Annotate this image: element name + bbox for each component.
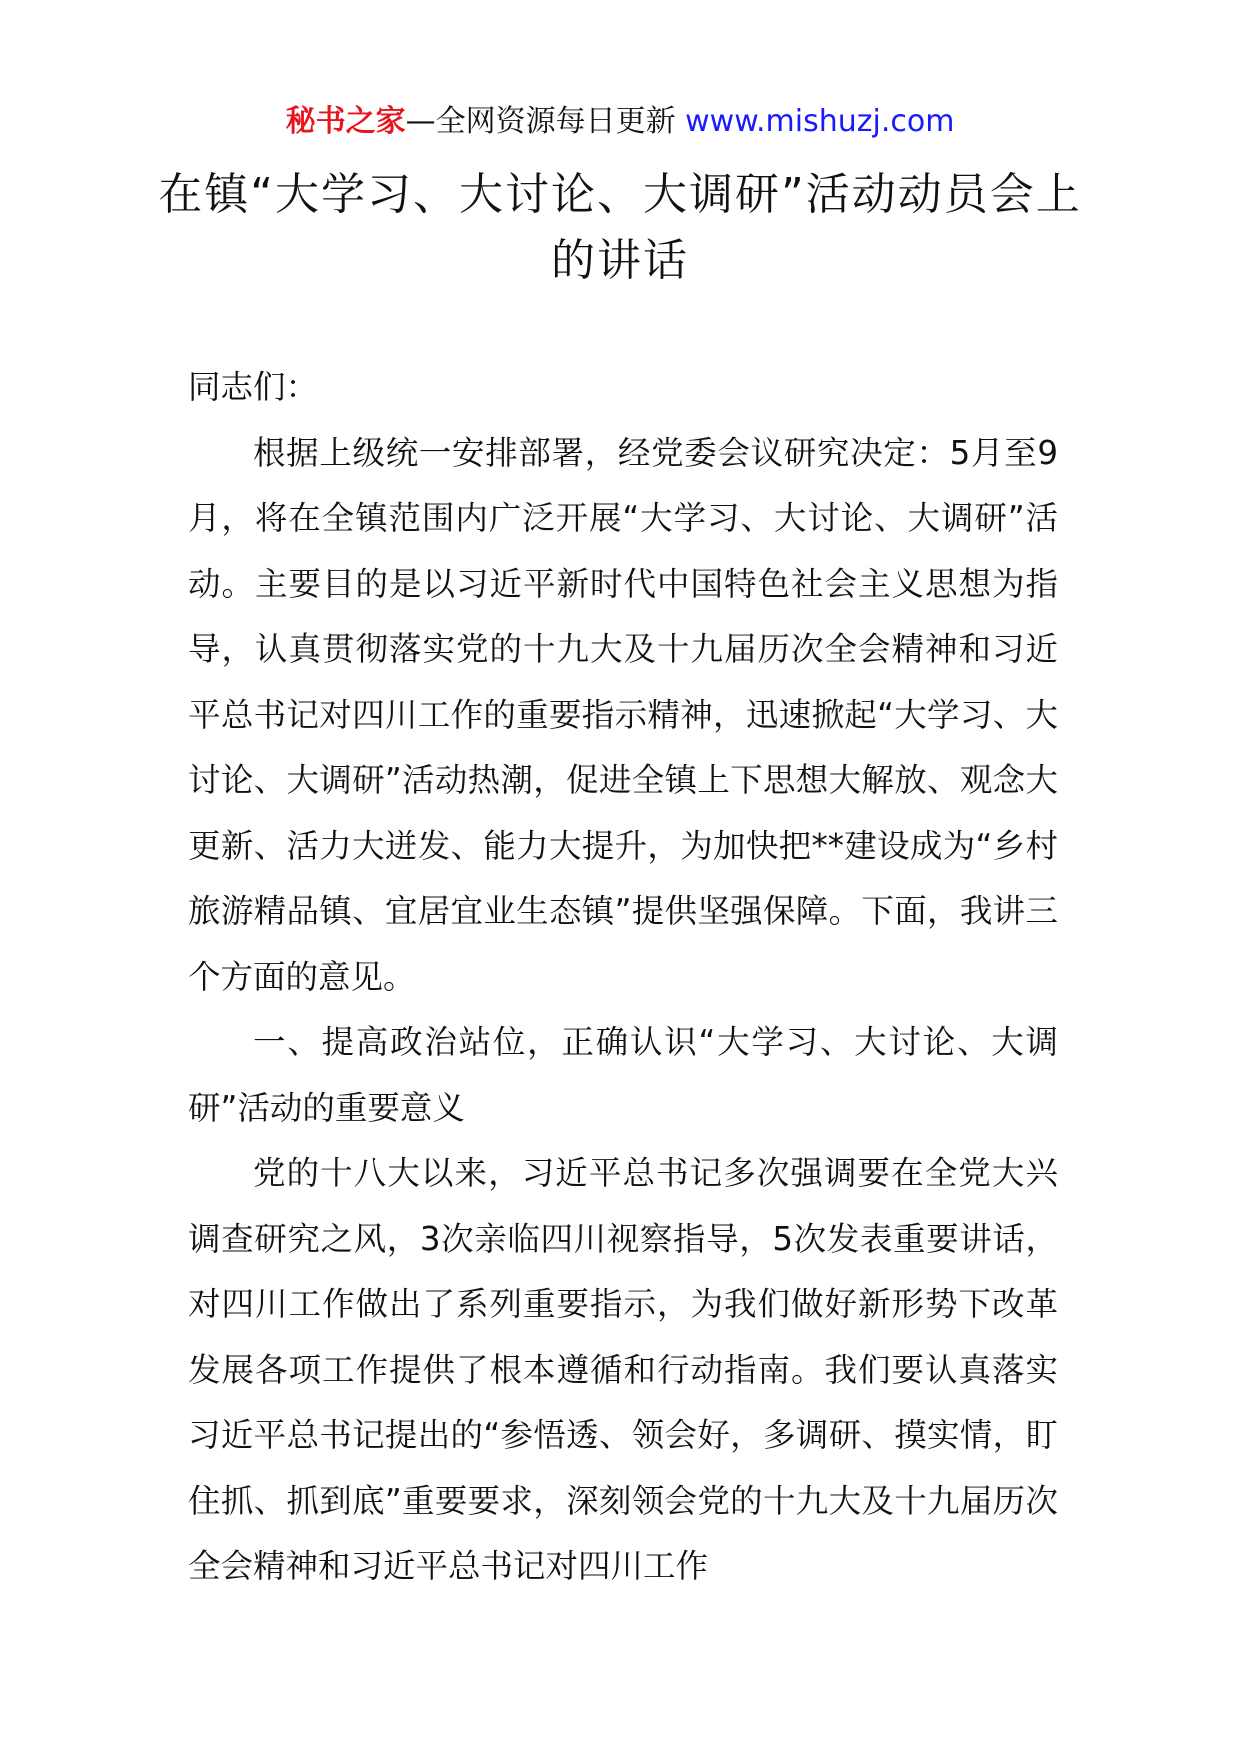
site-brand: 秘书之家 bbox=[285, 104, 406, 139]
site-slogan: —全网资源每日更新 bbox=[405, 104, 686, 139]
site-url-link[interactable]: www.mishuzj.com bbox=[685, 104, 955, 139]
site-header bbox=[0, 100, 1240, 144]
intro-paragraph: 根据上级统一安排部署，经党委会议研究决定：5月至9月，将在全镇范围内广泛开展“大学习、大讨论、大调研”活动。主要目的是以习近平新时代中国特色社会主义思想为指导，认真贯彻落实党的十九大及十九届历次全会精神和习近平总书记对四川工作的重要指示精神，迅速掀起“大学习、大讨论、大调研”活动热潮，促进全镇上下思想大解放、观念大更新、活力大迸发、能力大提升，为加快把**建设成为“乡村旅游精品镇、宜居宜业生态镇”提供坚强保障。下面，我讲三个方面的意见。 bbox=[188, 433, 1058, 996]
document-body bbox=[188, 355, 1058, 1600]
document-title: 在镇“大学习、大讨论、大调研”活动动员会上的讲话 bbox=[158, 169, 1082, 286]
section-1-paragraph: 党的十八大以来，习近平总书记多次强调要在全党大兴调查研究之风，3次亲临四川视察指导，5次发表重要讲话，对四川工作做出了系列重要指示，为我们做好新形势下改革发展各项工作提供了根本遵循和行动指南。我们要认真落实习近平总书记提出的“参悟透、领会好，多调研、摸实情，盯住抓、抓到底”重要要求，深刻领会党的十九大及十九届历次全会精神和习近平总书记对四川工作 bbox=[188, 1154, 1058, 1585]
salutation: 同志们： bbox=[188, 368, 319, 406]
section-heading-1: 一、提高政治站位，正确认识“大学习、大讨论、大调研”活动的重要意义 bbox=[188, 1023, 1058, 1127]
